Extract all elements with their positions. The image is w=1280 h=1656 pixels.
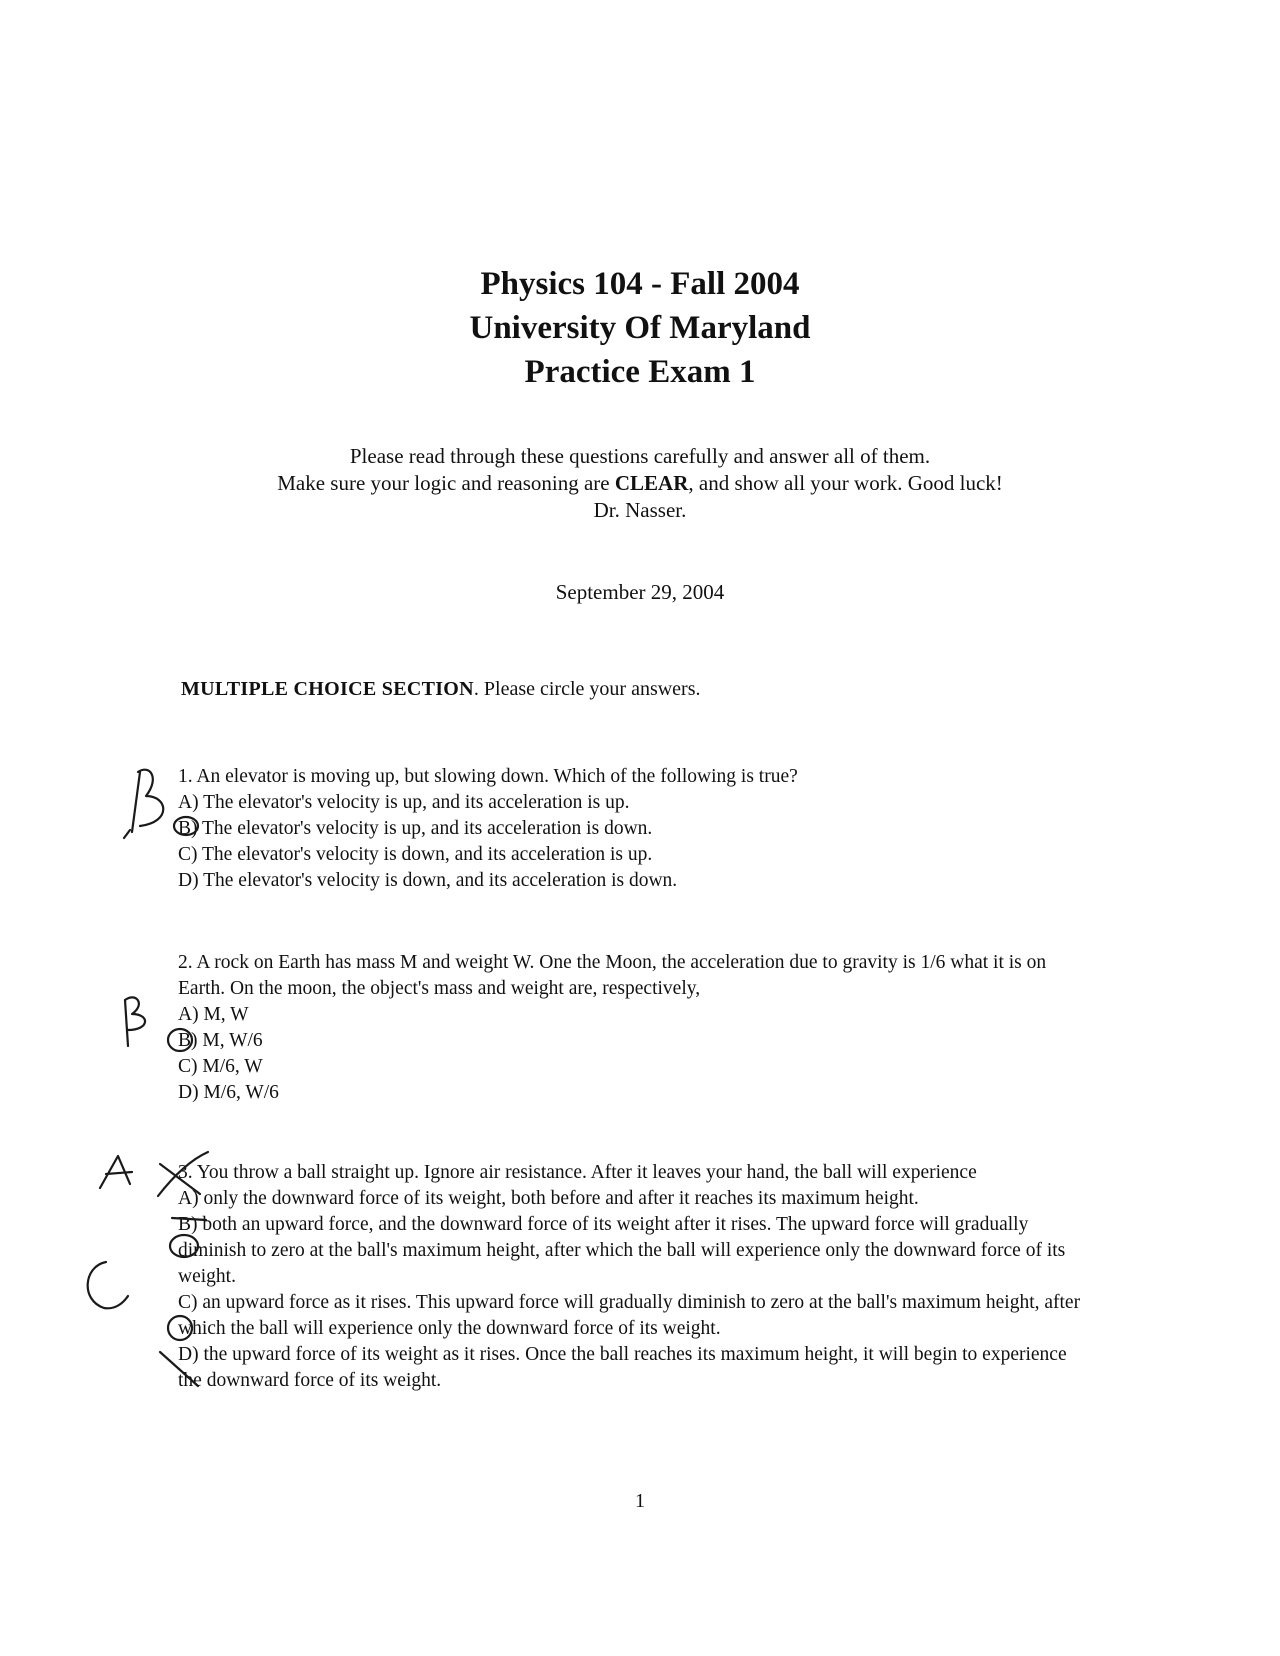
section-heading (181, 678, 701, 701)
answer-option-c[interactable]: C) The elevator's velocity is down, and its acceleration is up. (178, 844, 653, 865)
instructions-line-2-start: Make sure your logic and reasoning are (277, 471, 615, 495)
instructions-line-2 (0, 470, 1280, 497)
section-title: MULTIPLE CHOICE SECTION (181, 678, 474, 700)
answer-option-a[interactable]: A) The elevator's velocity is up, and its acceleration is up. (178, 792, 630, 813)
section-instruction: . Please circle your answers. (473, 678, 701, 700)
exam-instructions (0, 443, 1280, 524)
answer-option-b[interactable]: B) The elevator's velocity is up, and its acceleration is down. (178, 818, 653, 839)
university-title: University Of Maryland (469, 310, 811, 346)
question-stem: 2. A rock on Earth has mass M and weight W. One the Moon, the acceleration due to gravity is 1/6 what it is on Earth. On the moon, the object's mass and weight are, respectively, (178, 952, 1047, 999)
exam-date: September 29, 2004 (555, 580, 725, 604)
exam-title: Practice Exam 1 (524, 354, 756, 390)
answer-option-b[interactable]: B) M, W/6 (178, 1030, 263, 1051)
question-stem: 3. You throw a ball straight up. Ignore air resistance. After it leaves your hand, the ball will experience (178, 1162, 977, 1183)
handwritten-answer-q3 (100, 1156, 132, 1188)
course-title: Physics 104 - Fall 2004 (480, 266, 800, 302)
handwritten-note-q3-c (88, 1262, 128, 1308)
answer-option-c[interactable]: C) an upward force as it rises. This upward force will gradually diminish to zero at the ball's maximum height, after which the ball will experience only the downward force of its weight. (178, 1292, 1081, 1339)
answer-option-d[interactable]: D) M/6, W/6 (178, 1082, 279, 1103)
handwritten-answer-q2 (125, 997, 145, 1046)
question-stem: 1. An elevator is moving up, but slowing down. Which of the following is true? (178, 766, 798, 787)
question-3 (178, 1160, 1093, 1394)
answer-option-d[interactable]: D) The elevator's velocity is down, and its acceleration is down. (178, 870, 678, 891)
question-2 (178, 950, 1098, 1106)
instructor-signature: Dr. Nasser. (593, 498, 687, 522)
handwritten-answer-q1 (124, 770, 163, 838)
exam-title-block (0, 262, 1280, 394)
page-number: 1 (635, 1490, 645, 1512)
answer-option-a[interactable]: A) only the downward force of its weight, both before and after it reaches its maximum height. (178, 1188, 919, 1209)
instructions-line-2-end: , and show all your work. Good luck! (688, 471, 1003, 495)
instructions-clear-emphasis: CLEAR (614, 471, 689, 495)
answer-option-c[interactable]: C) M/6, W (178, 1056, 263, 1077)
answer-option-d[interactable]: D) the upward force of its weight as it rises. Once the ball reaches its maximum height, it will begin to experience the downward force of its weight. (178, 1344, 1067, 1391)
instructions-line-1: Please read through these questions carefully and answer all of them. (349, 444, 931, 468)
answer-option-b[interactable]: B) both an upward force, and the downward force of its weight after it rises. The upward force will gradually diminish to zero at the ball's maximum height, after which the ball will experience only the downward force of its weight. (178, 1214, 1066, 1287)
answer-option-a[interactable]: A) M, W (178, 1004, 249, 1025)
question-1 (178, 764, 1098, 894)
